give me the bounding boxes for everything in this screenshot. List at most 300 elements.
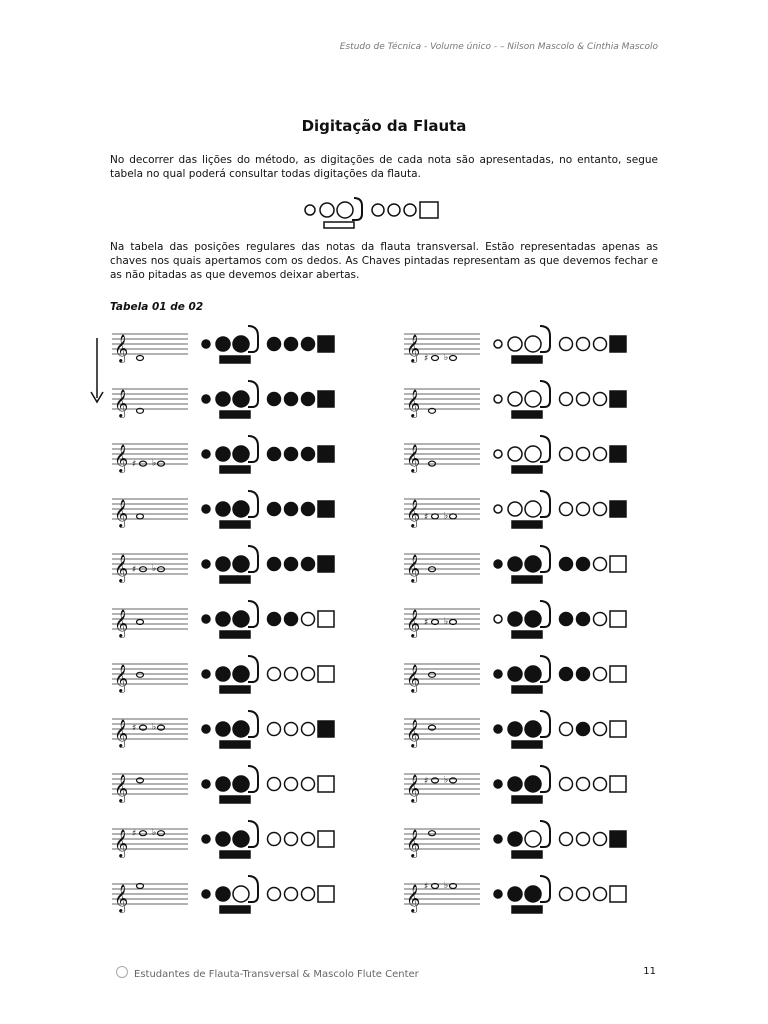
flute-key xyxy=(302,393,315,406)
flute-key xyxy=(285,778,298,791)
flute-key xyxy=(577,668,590,681)
flute-fingering-diagram xyxy=(198,322,358,368)
treble-clef-icon: 𝄞 xyxy=(114,774,129,802)
flute-key xyxy=(525,611,541,627)
flute-key xyxy=(285,668,298,681)
note-head xyxy=(137,672,144,677)
flute-key xyxy=(268,338,281,351)
flute-key xyxy=(540,876,550,902)
flute-key xyxy=(285,888,298,901)
flute-key xyxy=(508,502,522,516)
note-staff xyxy=(110,493,192,531)
svg-text:♯: ♯ xyxy=(424,776,429,787)
flute-key xyxy=(220,741,250,748)
flute-key xyxy=(494,395,502,403)
flute-key xyxy=(302,888,315,901)
flute-key xyxy=(494,450,502,458)
treble-clef-icon: 𝄞 xyxy=(114,719,129,747)
flute-key xyxy=(594,723,607,736)
flute-key xyxy=(248,656,258,682)
flute-key xyxy=(202,450,210,458)
treble-clef-icon: 𝄞 xyxy=(406,499,421,527)
flute-key xyxy=(540,656,550,682)
flute-key xyxy=(216,612,230,626)
flute-fingering-diagram xyxy=(490,652,650,698)
treble-clef-icon: 𝄞 xyxy=(114,829,129,857)
flute-key xyxy=(285,393,298,406)
flute-key xyxy=(494,780,502,788)
flute-key xyxy=(508,832,522,846)
svg-text:♯: ♯ xyxy=(132,565,137,576)
flute-key xyxy=(540,381,550,407)
flute-key xyxy=(594,778,607,791)
flute-key xyxy=(525,721,541,737)
flute-key xyxy=(512,906,542,913)
flute-key xyxy=(494,835,502,843)
treble-clef-icon: 𝄞 xyxy=(114,609,129,637)
note-head xyxy=(450,356,457,361)
treble-clef-icon: 𝄞 xyxy=(406,829,421,857)
flute-key xyxy=(248,326,258,352)
flute-key xyxy=(302,723,315,736)
flute-key xyxy=(494,505,502,513)
flute-key xyxy=(302,558,315,571)
flute-key xyxy=(318,391,334,407)
flute-key xyxy=(610,831,626,847)
svg-text:♭: ♭ xyxy=(444,353,449,363)
flute-key xyxy=(494,670,502,678)
flute-key xyxy=(202,725,210,733)
flute-key xyxy=(610,886,626,902)
flute-key xyxy=(540,821,550,847)
flute-key xyxy=(202,670,210,678)
flute-fingering-diagram xyxy=(198,487,358,533)
note-head xyxy=(450,514,457,519)
table-label: Tabela 01 de 02 xyxy=(110,301,204,313)
treble-clef-icon: 𝄞 xyxy=(114,389,129,417)
flute-key xyxy=(508,447,522,461)
flute-key xyxy=(594,668,607,681)
flute-key xyxy=(560,393,573,406)
note-staff xyxy=(110,383,192,421)
note-head xyxy=(429,461,436,466)
note-staff xyxy=(402,823,484,861)
down-arrow-icon xyxy=(90,338,104,404)
flute-key xyxy=(512,796,542,803)
flute-fingering-diagram xyxy=(490,377,650,423)
flute-key xyxy=(216,777,230,791)
flute-key xyxy=(202,890,210,898)
flute-fingering-diagram xyxy=(490,322,650,368)
flute-key xyxy=(508,612,522,626)
flute-key xyxy=(285,448,298,461)
flute-key xyxy=(268,888,281,901)
flute-fingering-diagram xyxy=(198,377,358,423)
flute-key xyxy=(216,502,230,516)
note-head xyxy=(429,672,436,677)
flute-key xyxy=(494,615,502,623)
flute-key xyxy=(560,888,573,901)
flute-key xyxy=(216,447,230,461)
flute-key xyxy=(610,666,626,682)
flute-key xyxy=(577,613,590,626)
flute-key xyxy=(248,546,258,572)
flute-key xyxy=(508,777,522,791)
flute-key xyxy=(233,501,249,517)
flute-key xyxy=(285,723,298,736)
flute-key xyxy=(202,560,210,568)
flute-key xyxy=(577,393,590,406)
flute-key xyxy=(268,393,281,406)
flute-fingering-diagram xyxy=(198,542,358,588)
svg-text:♭: ♭ xyxy=(444,881,449,891)
treble-clef-icon: 𝄞 xyxy=(114,499,129,527)
svg-text:♭: ♭ xyxy=(444,617,449,627)
intro-paragraph: No decorrer das lições do método, as digitações de cada nota são apresentadas, no entanto, segue tabela no qual poderá consultar todas digitações da flauta. xyxy=(110,154,658,180)
flute-key xyxy=(302,613,315,626)
flute-key xyxy=(318,611,334,627)
svg-text:♯: ♯ xyxy=(132,723,137,734)
svg-text:♭: ♭ xyxy=(152,458,157,469)
svg-text:♭: ♭ xyxy=(444,511,449,522)
flute-fingering-diagram xyxy=(198,817,358,863)
flute-key xyxy=(233,831,249,847)
flute-key xyxy=(512,631,542,638)
flute-key xyxy=(577,503,590,516)
flute-key xyxy=(318,776,334,792)
note-head xyxy=(140,831,147,836)
flute-key xyxy=(268,558,281,571)
flute-key xyxy=(577,778,590,791)
treble-clef-icon: 𝄞 xyxy=(114,664,129,692)
treble-clef-icon: 𝄞 xyxy=(114,334,129,362)
flute-key xyxy=(494,725,502,733)
flute-key xyxy=(216,887,230,901)
note-staff xyxy=(402,548,484,586)
svg-text:♭: ♭ xyxy=(152,722,157,733)
flute-key xyxy=(610,721,626,737)
flute-key xyxy=(268,833,281,846)
treble-clef-icon: 𝄞 xyxy=(406,719,421,747)
flute-key xyxy=(512,576,542,583)
flute-key xyxy=(594,833,607,846)
flute-key xyxy=(594,503,607,516)
page-footer xyxy=(116,966,419,980)
treble-clef-icon: 𝄞 xyxy=(406,884,421,912)
flute-key xyxy=(233,886,249,902)
note-staff xyxy=(110,713,192,751)
flute-key xyxy=(577,833,590,846)
flute-key xyxy=(512,521,542,528)
svg-text:♭: ♭ xyxy=(444,775,449,786)
flute-fingering-diagram xyxy=(490,432,650,478)
svg-text:♯: ♯ xyxy=(132,459,137,470)
flute-key xyxy=(302,503,315,516)
flute-fingering-diagram xyxy=(198,872,358,918)
flute-key xyxy=(594,448,607,461)
note-staff xyxy=(402,493,484,531)
flute-key xyxy=(577,338,590,351)
flute-key xyxy=(318,721,334,737)
flute-key xyxy=(233,446,249,462)
flute-key xyxy=(560,503,573,516)
flute-key xyxy=(610,336,626,352)
flute-key xyxy=(512,741,542,748)
flute-key xyxy=(318,446,334,462)
flute-key xyxy=(494,560,502,568)
flute-fingering-diagram xyxy=(490,597,650,643)
note-staff xyxy=(402,713,484,751)
note-staff xyxy=(110,438,192,476)
flute-key xyxy=(525,391,541,407)
flute-key xyxy=(220,356,250,363)
treble-clef-icon: 𝄞 xyxy=(114,444,129,472)
flute-key xyxy=(268,668,281,681)
treble-clef-icon: 𝄞 xyxy=(406,554,421,582)
flute-key xyxy=(202,505,210,513)
flute-key xyxy=(508,392,522,406)
flute-key xyxy=(318,831,334,847)
svg-text:♯: ♯ xyxy=(424,354,429,364)
flute-key xyxy=(610,501,626,517)
flute-key xyxy=(220,466,250,473)
flute-key xyxy=(216,557,230,571)
note-head xyxy=(140,461,147,466)
flute-key xyxy=(302,668,315,681)
page-title: Digitação da Flauta xyxy=(301,117,467,135)
flute-key xyxy=(202,615,210,623)
flute-key xyxy=(248,821,258,847)
flute-key xyxy=(220,631,250,638)
note-head xyxy=(432,514,439,519)
treble-clef-icon: 𝄞 xyxy=(406,609,421,637)
flute-key xyxy=(285,503,298,516)
flute-fingering-diagram xyxy=(490,817,650,863)
flute-key xyxy=(540,711,550,737)
treble-clef-icon: 𝄞 xyxy=(406,774,421,802)
flute-key-diagram-reference xyxy=(302,192,462,232)
note-head xyxy=(158,461,165,466)
flute-key xyxy=(233,666,249,682)
svg-text:♯: ♯ xyxy=(424,882,429,892)
flute-key xyxy=(216,392,230,406)
flute-key xyxy=(594,558,607,571)
svg-text:♭: ♭ xyxy=(152,828,157,839)
flute-key xyxy=(233,776,249,792)
note-head xyxy=(432,356,439,361)
flute-key xyxy=(610,776,626,792)
flute-key xyxy=(233,336,249,352)
flute-key xyxy=(508,667,522,681)
flute-key xyxy=(233,391,249,407)
flute-key xyxy=(540,436,550,462)
flute-key xyxy=(540,766,550,792)
flute-key xyxy=(560,613,573,626)
flute-key xyxy=(525,666,541,682)
flute-key xyxy=(540,491,550,517)
flute-key xyxy=(512,411,542,418)
flute-key xyxy=(302,833,315,846)
flute-key xyxy=(610,556,626,572)
flute-key xyxy=(577,558,590,571)
flute-key xyxy=(540,546,550,572)
note-staff xyxy=(402,768,484,806)
flute-key xyxy=(610,391,626,407)
flute-key xyxy=(594,613,607,626)
treble-clef-icon: 𝄞 xyxy=(406,334,421,362)
flute-key xyxy=(233,556,249,572)
flute-key xyxy=(220,521,250,528)
flute-key xyxy=(285,338,298,351)
svg-text:♭: ♭ xyxy=(152,564,157,575)
flute-key xyxy=(610,446,626,462)
note-staff xyxy=(402,383,484,421)
flute-key xyxy=(302,448,315,461)
note-staff xyxy=(110,823,192,861)
flute-key xyxy=(560,338,573,351)
flute-key xyxy=(248,711,258,737)
flute-key xyxy=(525,831,541,847)
flute-key xyxy=(268,503,281,516)
flute-key xyxy=(202,340,210,348)
flute-key xyxy=(560,723,573,736)
svg-text:♯: ♯ xyxy=(132,829,137,840)
page-number: 11 xyxy=(643,966,656,977)
flute-key xyxy=(318,501,334,517)
flute-key xyxy=(525,556,541,572)
flute-key xyxy=(233,721,249,737)
flute-key xyxy=(318,336,334,352)
note-staff xyxy=(110,603,192,641)
flute-key xyxy=(318,666,334,682)
flute-key xyxy=(233,611,249,627)
flute-key xyxy=(216,722,230,736)
note-staff xyxy=(110,878,192,916)
note-staff xyxy=(402,878,484,916)
flute-key xyxy=(216,337,230,351)
treble-clef-icon: 𝄞 xyxy=(114,884,129,912)
flute-fingering-diagram xyxy=(198,432,358,478)
flute-fingering-diagram xyxy=(490,487,650,533)
flute-key xyxy=(577,888,590,901)
flute-key xyxy=(512,686,542,693)
flute-key xyxy=(268,778,281,791)
flute-key xyxy=(220,686,250,693)
flute-key xyxy=(594,393,607,406)
note-staff xyxy=(110,768,192,806)
flute-key xyxy=(560,833,573,846)
page-header: Estudo de Técnica - Volume único - – Nilson Mascolo & Cinthia Mascolo xyxy=(339,42,658,52)
flute-key xyxy=(512,356,542,363)
flute-key xyxy=(610,611,626,627)
flute-key xyxy=(560,448,573,461)
flute-key xyxy=(220,906,250,913)
note-head xyxy=(429,831,436,836)
treble-clef-icon: 𝄞 xyxy=(114,554,129,582)
treble-clef-icon: 𝄞 xyxy=(406,389,421,417)
flute-key xyxy=(202,780,210,788)
flute-key xyxy=(248,766,258,792)
flute-key xyxy=(594,338,607,351)
flute-key xyxy=(577,723,590,736)
flute-key xyxy=(525,886,541,902)
flute-key xyxy=(220,796,250,803)
note-staff xyxy=(402,438,484,476)
treble-clef-icon: 𝄞 xyxy=(406,664,421,692)
flute-key xyxy=(285,833,298,846)
note-head xyxy=(137,514,144,519)
flute-key xyxy=(508,557,522,571)
flute-key xyxy=(512,466,542,473)
svg-text:♯: ♯ xyxy=(424,512,429,523)
flute-key xyxy=(248,491,258,517)
treble-clef-icon: 𝄞 xyxy=(406,444,421,472)
flute-key xyxy=(318,886,334,902)
flute-key xyxy=(508,887,522,901)
flute-fingering-diagram xyxy=(490,762,650,808)
note-staff xyxy=(402,658,484,696)
flute-key xyxy=(508,337,522,351)
flute-key xyxy=(494,890,502,898)
flute-key xyxy=(560,778,573,791)
flute-key xyxy=(248,436,258,462)
flute-key xyxy=(508,722,522,736)
flute-key xyxy=(525,501,541,517)
flute-fingering-diagram xyxy=(490,872,650,918)
flute-key xyxy=(540,326,550,352)
flute-key xyxy=(302,778,315,791)
flute-key xyxy=(220,851,250,858)
flute-key xyxy=(248,601,258,627)
flute-key xyxy=(202,395,210,403)
flute-key xyxy=(577,448,590,461)
flute-key xyxy=(494,340,502,348)
flute-fingering-diagram xyxy=(198,762,358,808)
flute-key xyxy=(268,613,281,626)
flute-key xyxy=(302,338,315,351)
flute-key xyxy=(560,558,573,571)
flute-fingering-diagram xyxy=(490,707,650,753)
flute-key xyxy=(220,576,250,583)
flute-key xyxy=(248,876,258,902)
flute-key xyxy=(220,411,250,418)
note-staff xyxy=(402,328,484,366)
footer-logo-icon xyxy=(116,966,128,978)
flute-key xyxy=(216,832,230,846)
flute-key xyxy=(525,336,541,352)
svg-text:♯: ♯ xyxy=(424,618,429,628)
flute-key xyxy=(540,601,550,627)
flute-key xyxy=(202,835,210,843)
flute-key xyxy=(560,668,573,681)
note-head xyxy=(158,831,165,836)
flute-fingering-diagram xyxy=(490,542,650,588)
note-staff xyxy=(110,548,192,586)
flute-fingering-diagram xyxy=(198,597,358,643)
flute-fingering-diagram xyxy=(198,652,358,698)
note-staff xyxy=(110,658,192,696)
flute-key xyxy=(268,723,281,736)
flute-key xyxy=(512,851,542,858)
note-head xyxy=(137,356,144,361)
flute-key xyxy=(216,667,230,681)
note-staff xyxy=(110,328,192,366)
flute-key xyxy=(268,448,281,461)
flute-key xyxy=(285,613,298,626)
flute-key xyxy=(285,558,298,571)
footer-text: Estudantes de Flauta-Transversal & Mascolo Flute Center xyxy=(134,969,419,980)
explanation-paragraph: Na tabela das posições regulares das notas da flauta transversal. Estão representadas apenas as chaves nos quais apertamos com os dedos. As Chaves pintadas representam as que devemos fechar e as não pitadas as que devemos deixar abertas. xyxy=(110,241,658,281)
